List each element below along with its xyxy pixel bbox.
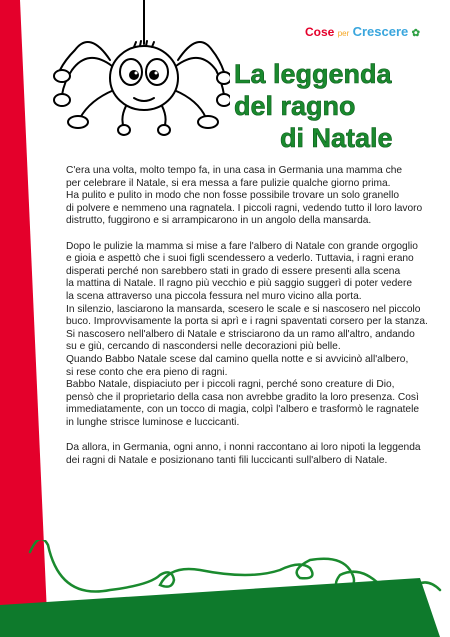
bottom-decoration: [0, 540, 450, 637]
paragraph-2: Dopo le pulizie la mamma si mise a fare l'albero di Natale con grande orgoglio e gioia e aspettò che i suoi figli scendessero a vederlo. Tuttavia, i ragni erano disperati perché non sarebbero stati in grado di essere presenti alla scena la mattina di Natale. Il ragno più vecchio e più saggio suggerì di poter vedere la scena attraverso una piccola fessura nel muro vicino alla porta. In silenzio, lasciarono la mansarda, scesero le scale e si nascosero nel piccolo buco. Improvvisamente la porta si aprì e i ragni spaventati corsero per la stanza. Si nascosero nell'albero di Natale e strisciarono da un ramo all'altro, andando su e giù, cercando di nascondersi nelle decorazioni più belle. Quando Babbo Natale scese dal camino quella notte e si avvicinò all'albero, si rese conto che era pieno di ragni. Babbo Natale, dispiaciuto per i piccoli ragni, perché sono creature di Dio, pensò che il proprietario della casa non avrebbe gradito la loro presenza. Così immediatamente, con un tocco di magia, colpì l'albero e trasformò le ragnatele in lunghe strisce luminose e luccicanti.: [66, 240, 428, 428]
logo-word-crescere: Crescere: [352, 24, 409, 39]
story-text: [66, 165, 440, 480]
spider-illustration: [50, 0, 230, 145]
logo-word-per: per: [337, 29, 350, 38]
logo-flower-icon: ✿: [411, 28, 420, 39]
logo-word-cose: Cose: [305, 25, 335, 39]
page-title: [230, 58, 440, 154]
title-line-2: del ragno: [234, 91, 356, 121]
paragraph-1: C'era una volta, molto tempo fa, in una casa in Germania una mamma che per celebrare il Natale, si era messa a fare pulizie qualche giorno prima. Ha pulito e pulito in modo che non fosse possibile trovare un solo granello di polvere e nemmeno una ragnatela. I piccoli ragni, vedendo tutto il loro lavoro distrutto, fuggirono e si arrampicarono in un angolo della mansarda.: [66, 165, 423, 227]
title-line-1: La leggenda: [234, 59, 392, 89]
paragraph-3: Da allora, in Germania, ogni anno, i nonni raccontano ai loro nipoti la leggenda dei ragni di Natale e posizionano tanti fili luccicanti sull'albero di Natale.: [66, 442, 421, 466]
site-logo[interactable]: [305, 24, 430, 44]
title-line-3: di Natale: [280, 123, 393, 153]
green-band: [0, 578, 440, 637]
